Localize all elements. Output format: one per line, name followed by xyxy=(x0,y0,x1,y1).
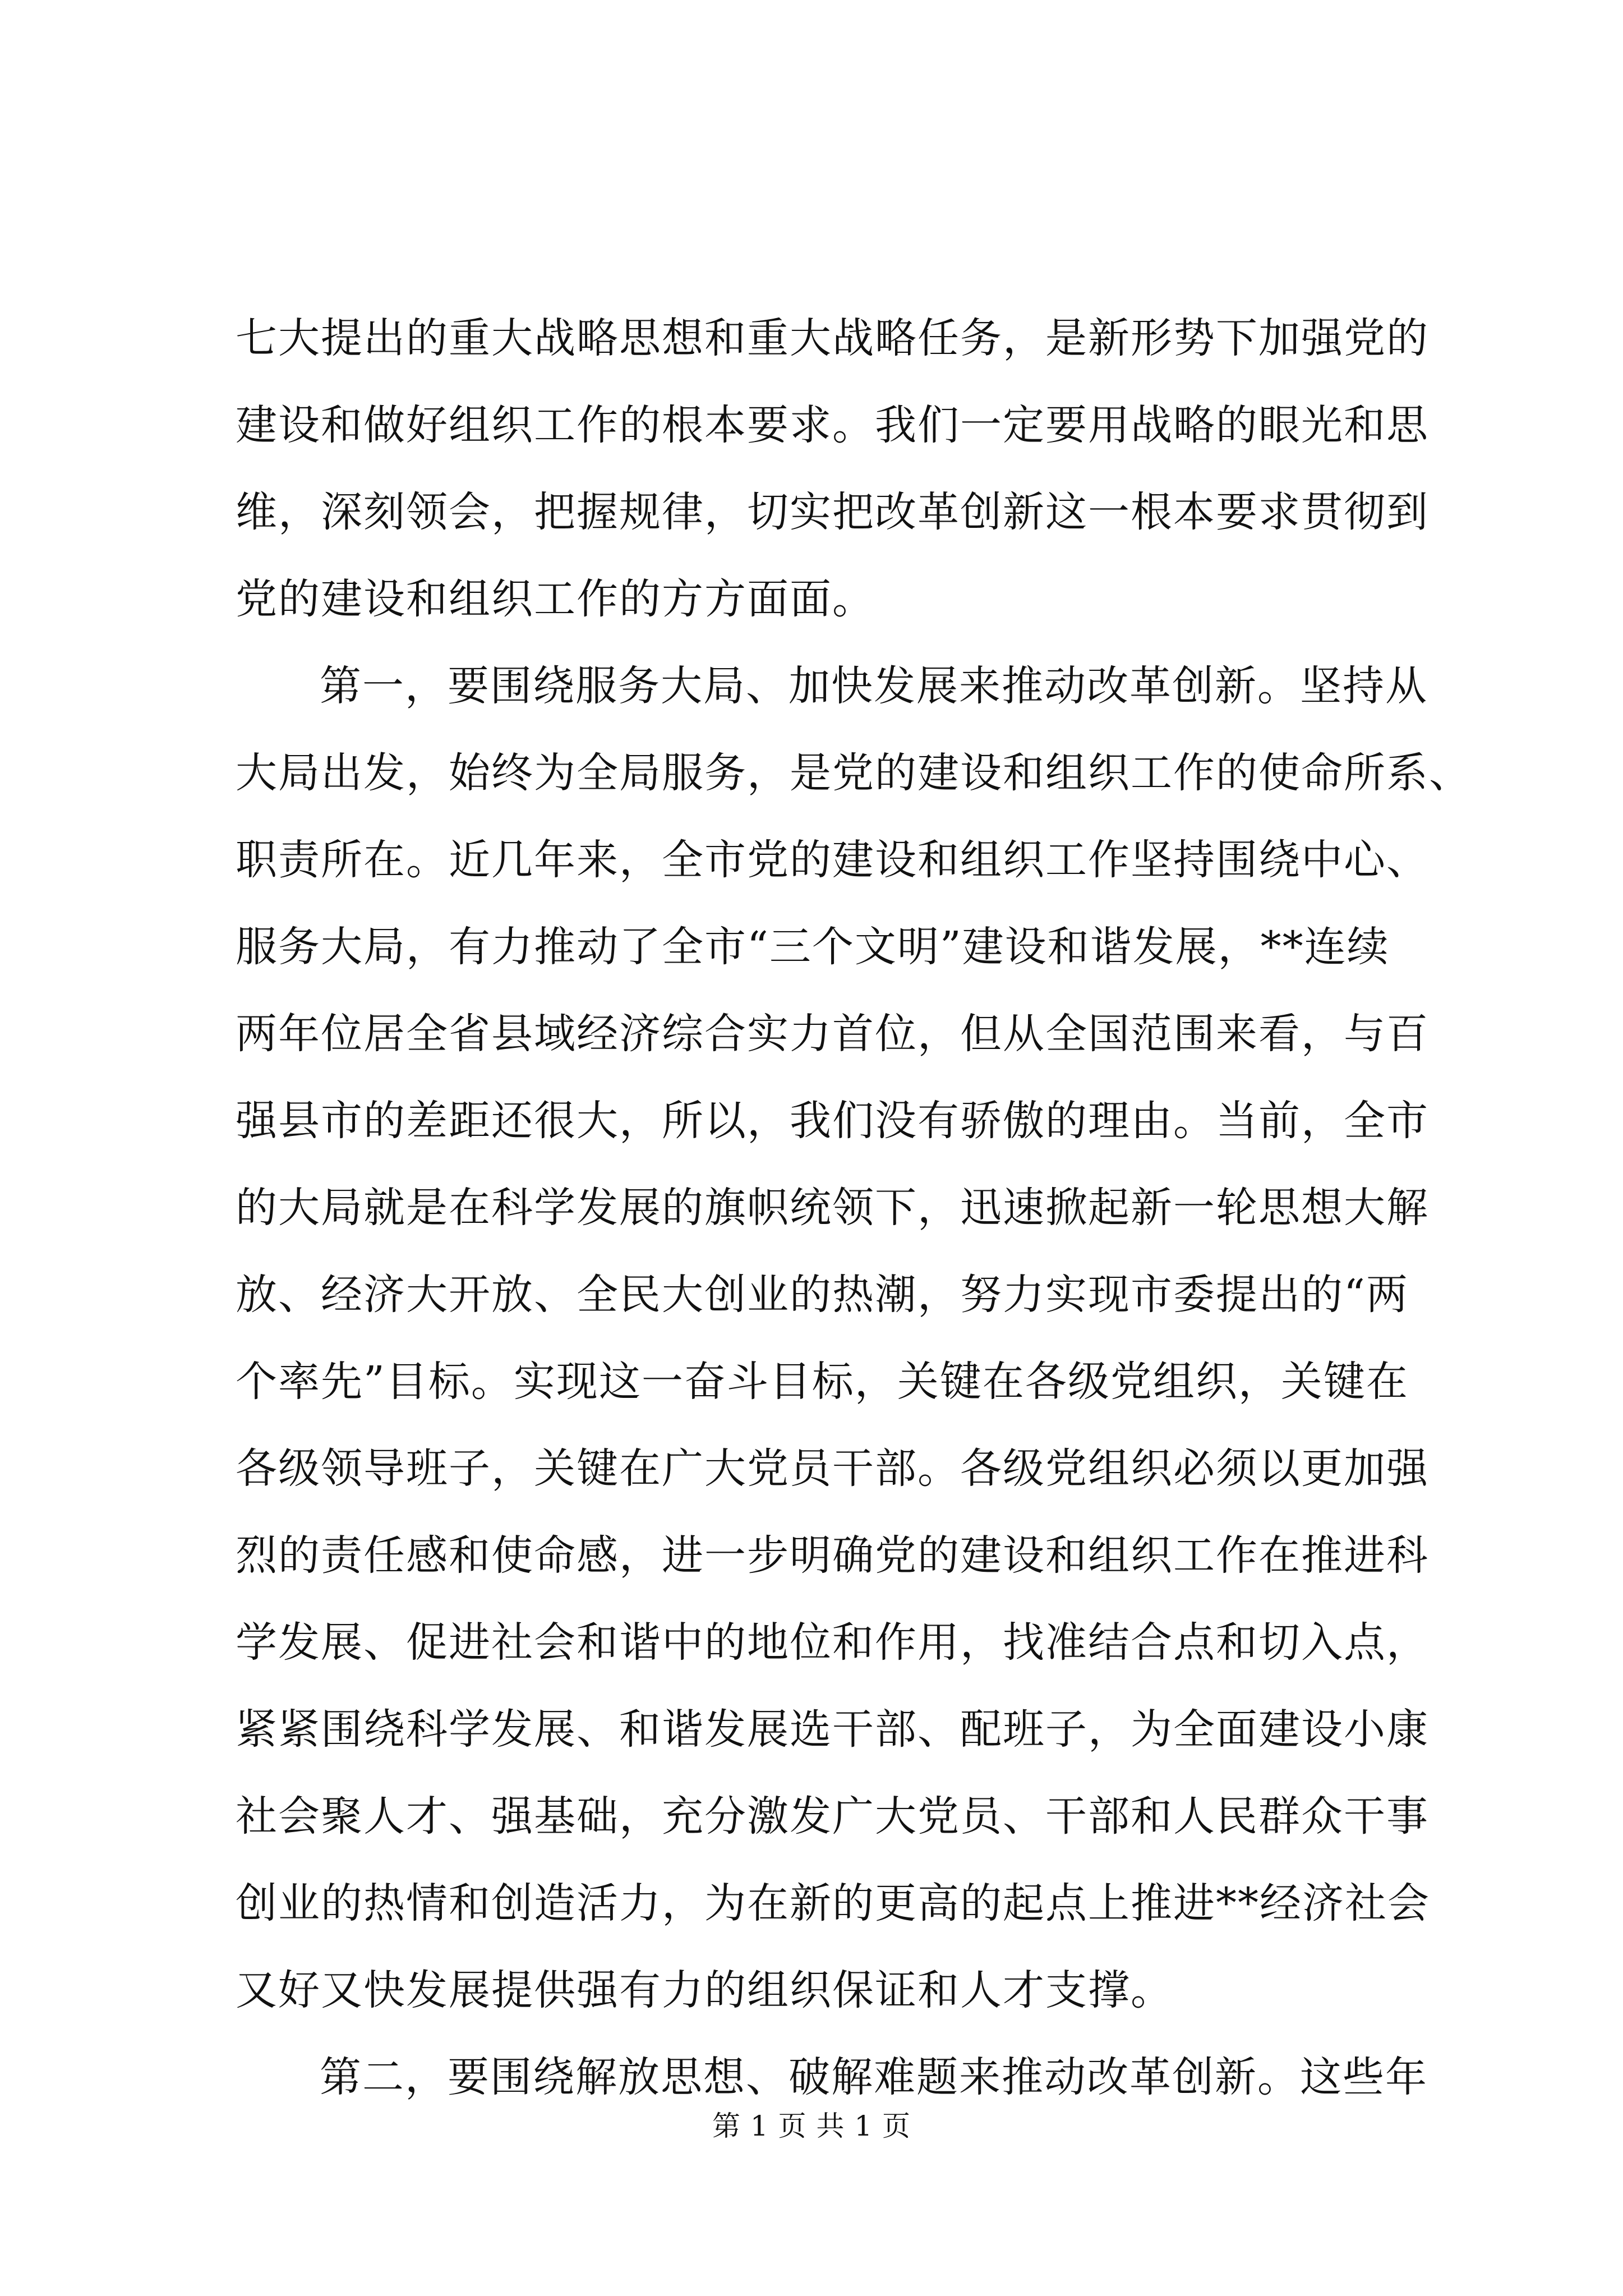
text-line: 紧紧围绕科学发展、和谐发展选干部、配班子，为全面建设小康 xyxy=(236,1705,1429,1754)
text-line: 建设和做好组织工作的根本要求。我们一定要用战略的眼光和思 xyxy=(236,401,1429,449)
text-line: 的大局就是在科学发展的旗帜统领下，迅速掀起新一轮思想大解 xyxy=(236,1184,1429,1232)
text-line: 强县市的差距还很大，所以，我们没有骄傲的理由。当前，全市 xyxy=(236,1097,1429,1145)
paragraph-start-line: 第二，要围绕解放思想、破解难题来推动改革创新。这些年 xyxy=(320,2053,1428,2101)
text-line: 各级领导班子，关键在广大党员干部。各级党组织必须以更加强 xyxy=(236,1444,1429,1493)
text-line: 两年位居全省县域经济综合实力首位，但从全国范围来看，与百 xyxy=(236,1010,1429,1058)
document-body xyxy=(236,295,1472,2121)
text-line: 又好又快发展提供强有力的组织保证和人才支撑。 xyxy=(236,1966,1173,2014)
page-footer xyxy=(0,2106,1623,2146)
text-line: 学发展、促进社会和谐中的地位和作用，找准结合点和切入点， xyxy=(236,1618,1429,1667)
text-line: 创业的热情和创造活力，为在新的更高的起点上推进**经济社会 xyxy=(236,1879,1430,1927)
text-line: 大局出发，始终为全局服务，是党的建设和组织工作的使命所系、 xyxy=(236,749,1472,797)
text-line: 职责所在。近几年来，全市党的建设和组织工作坚持围绕中心、 xyxy=(236,836,1429,884)
text-line: 个率先”目标。实现这一奋斗目标，关键在各级党组织，关键在 xyxy=(236,1358,1409,1406)
text-line: 七大提出的重大战略思想和重大战略任务，是新形势下加强党的 xyxy=(236,314,1429,362)
text-line: 放、经济大开放、全民大创业的热潮，努力实现市委提出的“两 xyxy=(236,1271,1409,1319)
text-line: 烈的责任感和使命感，进一步明确党的建设和组织工作在推进科 xyxy=(236,1531,1429,1580)
text-line: 社会聚人才、强基础，充分激发广大党员、干部和人民群众干事 xyxy=(236,1792,1429,1841)
page-number-label: 第 1 页 共 1 页 xyxy=(712,2110,911,2142)
text-line: 服务大局，有力推动了全市“三个文明”建设和谐发展，**连续 xyxy=(236,923,1390,971)
paragraph-start-line: 第一，要围绕服务大局、加快发展来推动改革创新。坚持从 xyxy=(320,662,1428,710)
text-line: 维，深刻领会，把握规律，切实把改革创新这一根本要求贯彻到 xyxy=(236,488,1429,536)
text-line: 党的建设和组织工作的方方面面。 xyxy=(236,575,875,623)
